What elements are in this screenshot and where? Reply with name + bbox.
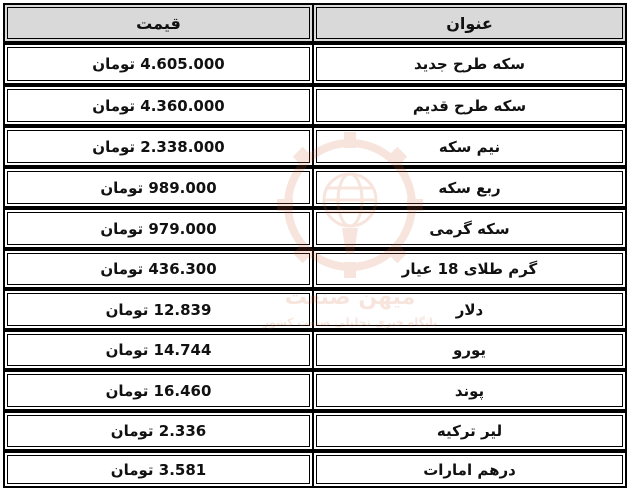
- item-price: 4.605.000 تومان: [3, 43, 314, 85]
- item-price: 2.336 تومان: [3, 411, 314, 451]
- item-price: 979.000 تومان: [3, 208, 314, 249]
- table-row: [3, 43, 627, 85]
- table-row: [3, 85, 627, 126]
- item-title: پوند: [312, 370, 627, 411]
- item-price: 436.300 تومان: [3, 249, 314, 289]
- item-price: 14.744 تومان: [3, 330, 314, 370]
- title-column-header: عنوان: [312, 3, 627, 43]
- table-row: [3, 289, 627, 330]
- item-title: درهم امارات: [312, 451, 627, 488]
- price-table-frame: [3, 3, 627, 488]
- item-price: 2.338.000 تومان: [3, 126, 314, 167]
- table-row: [3, 411, 627, 451]
- item-price: 4.360.000 تومان: [3, 85, 314, 126]
- item-title: لیر ترکیه: [312, 411, 627, 451]
- item-title: سکه طرح جدید: [312, 43, 627, 85]
- item-title: یورو: [312, 330, 627, 370]
- watermark-subtitle: پایگاه خبری تحلیلی صنعت کشور: [262, 316, 438, 329]
- table-row: [3, 126, 627, 167]
- item-title: سکه طرح قدیم: [312, 85, 627, 126]
- watermark-name: میهن صنعت: [284, 285, 416, 310]
- item-title: نیم سکه: [312, 126, 627, 167]
- price-table: [3, 3, 627, 488]
- table-row: [3, 370, 627, 411]
- table-row: [3, 451, 627, 488]
- table-header-row: [3, 3, 627, 43]
- table-row: [3, 249, 627, 289]
- item-title: سکه گرمی: [312, 208, 627, 249]
- price-column-header: قیمت: [3, 3, 314, 43]
- table-row: [3, 330, 627, 370]
- table-row: [3, 167, 627, 208]
- table-row: [3, 208, 627, 249]
- item-price: 12.839 تومان: [3, 289, 314, 330]
- item-price: 3.581 تومان: [3, 451, 314, 488]
- item-title: ربع سکه: [312, 167, 627, 208]
- item-title: دلار: [312, 289, 627, 330]
- item-price: 989.000 تومان: [3, 167, 314, 208]
- item-title: گرم طلای 18 عیار: [312, 249, 627, 289]
- item-price: 16.460 تومان: [3, 370, 314, 411]
